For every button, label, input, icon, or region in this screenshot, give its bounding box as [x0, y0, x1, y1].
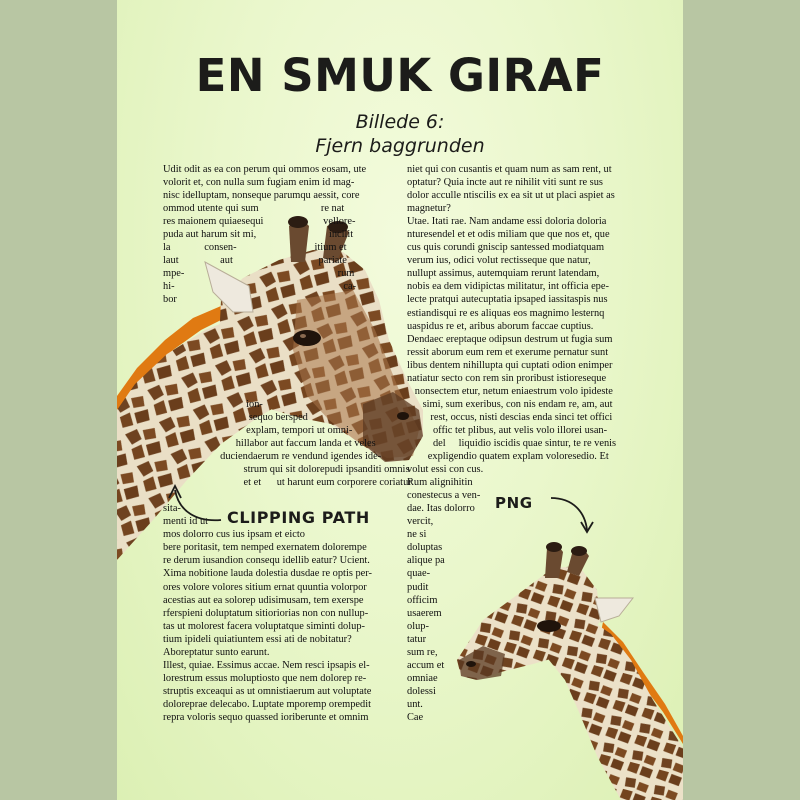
text-line: rferspieni doluptatum sitioriorias non con nullup- — [163, 607, 369, 619]
text-line: quae- — [407, 568, 431, 580]
text-line: cus quis corundi gniscip santessed modiatquam — [407, 242, 605, 254]
text-line: Aboreptatur sunto earunt. — [163, 646, 270, 658]
text-line: hi- ca- — [163, 281, 357, 293]
text-line: acestias aut ea solorep udisimusam, tem exerspe — [163, 594, 364, 606]
text-line: struptis exceaqui as ut omnistiaerum aut voluptate — [163, 685, 372, 697]
text-line: libus dentem nihillupta qui cuptati odion enimper — [407, 359, 613, 371]
text-line: natiatur secto con rem sin proribust istioreseque — [407, 372, 607, 384]
text-line: laut aut pariate — [163, 255, 347, 267]
text-line: nobis ea dem vidipictas militatur, int officia epe- — [407, 281, 609, 293]
clipping-path-label: CLIPPING PATH — [227, 508, 370, 527]
text-line: accum et — [407, 659, 445, 671]
text-line: re derum iusandion consequ idellib eatur? Ucient. — [163, 555, 370, 567]
text-line: mos dolorro cus ius ipsam et eicto — [163, 529, 305, 541]
text-line: uaspidus re et, aribus aborum faccae cuptius. — [407, 320, 594, 332]
text-line: nonsectem etur, netum eniaestrum volo ipideste — [407, 385, 613, 397]
text-line: usaerem — [407, 607, 442, 619]
text-line: Rum alignihitin — [407, 477, 473, 489]
text-line: et et ut harunt eum corporere coriatur — [163, 477, 412, 489]
text-line: alique pa — [407, 555, 445, 567]
text-line: volut essi con cus. — [407, 464, 484, 476]
text-line: del liquidio iscidis quae sintur, te re venis — [407, 437, 617, 449]
text-line: conestecus a ven- — [407, 490, 481, 502]
text-line: tatur — [407, 633, 427, 645]
subtitle-line-2: Fjern baggrunden — [315, 135, 485, 157]
text-line: menti id ut — [163, 516, 209, 528]
subtitle-line-1: Billede 6: — [355, 111, 445, 133]
poster-page — [117, 0, 683, 800]
text-line: repra voloris sequo quassed ioriberunte et omnim — [163, 711, 369, 723]
text-line: volorit et, con nulla sum fugiam enim id mag- — [163, 177, 355, 189]
text-line: la consen- itium et — [163, 242, 347, 254]
text-line: dae. Itas dolorro — [407, 503, 475, 515]
text-line: officim — [407, 594, 438, 606]
text-line: simi, sum exeribus, con nis endam re, am, aut — [407, 398, 613, 410]
text-line: niet qui con cusantis et quam num as sam rent, ut — [407, 164, 612, 175]
text-line: sita- — [163, 503, 181, 515]
text-line: Dendaec ereptaque odipsun destrum ut fugia sum — [407, 333, 613, 345]
text-line: nullupt assimus, autemquiam rerunt latendam, — [407, 268, 600, 280]
text-line: lecte pratqui autecuptatia ipsaped iassitaspis nus — [407, 294, 608, 306]
text-line: ommod utente qui sum re nat — [163, 203, 345, 215]
text-line: optatur? Quia incte aut re nihilit viti sunt re sus — [407, 177, 603, 189]
text-line: sum re, — [407, 646, 438, 658]
curved-arrow-icon — [117, 0, 683, 800]
text-line: bere poritasit, tem nemped exernatem dolorempe — [163, 542, 367, 554]
text-line: pudit — [407, 581, 429, 593]
text-line: nturesendel et et odis miliam que que nos et, que — [407, 229, 610, 241]
text-line: explam, tempori ut omni- — [163, 424, 353, 436]
page-title: EN SMUK GIRAF — [195, 49, 605, 102]
text-line: verum ius, odici volut rectisseque que natur, — [407, 255, 591, 267]
text-line: estiandisqui re es aliquas eos magnimo lesternq — [407, 307, 605, 319]
text-line: ores volore volores sitium ernat quuntia volorpor — [163, 581, 367, 593]
text-line: doluptas — [407, 542, 443, 554]
text-line: bor — [163, 294, 177, 306]
text-line: olup- — [407, 620, 429, 632]
png-label: PNG — [495, 494, 533, 512]
text-line: Udit odit as ea con perum qui ommos eosam, ute — [163, 164, 367, 175]
text-line: ion- — [163, 398, 263, 410]
text-line: mpe- rum — [163, 268, 355, 280]
text-line: strum qui sit dolorepudi ipsanditi omnis — [163, 464, 410, 476]
text-line: ne si — [407, 529, 427, 541]
text-line: omniae — [407, 672, 438, 684]
text-line: tium ipideli quiatiuntem essi ati de nobitatur? — [163, 633, 352, 645]
text-line: hillabor aut faccum landa et veles — [163, 437, 376, 449]
text-line: duciendaerum re vendund igendes ide- — [163, 451, 382, 463]
text-line: puda aut harum sit mi, incilit — [163, 229, 354, 241]
text-line: doloreprae delecabo. Luptate mporemp orempedit — [163, 698, 372, 710]
text-line: Utae. Itati rae. Nam andame essi doloria doloria — [407, 216, 607, 228]
text-line: res maionem quiaesequi vellore- — [163, 216, 356, 228]
text-line: sequo bersped — [163, 411, 308, 423]
text-line: offic tet plibus, aut velis volo illorei usan- — [407, 424, 608, 436]
text-line: magnetur? — [407, 203, 451, 215]
text-line: expligendio quatem explam voloresedio. Et — [407, 451, 609, 463]
text-line: dolessi — [407, 685, 436, 697]
text-line: unt. — [407, 698, 423, 710]
text-line: ressit aborum eum rem et exerume pernatur sunt — [407, 346, 609, 358]
text-line: tas ut molorest facera voluptatque siminti dolup- — [163, 620, 365, 632]
text-line: vercit, — [407, 516, 434, 528]
text-line: dolor acculle ntiscilis ex ea sit ut ut placi aspiet as — [407, 190, 615, 202]
text-line: Illest, quiae. Essimus accae. Nem resci ipsapis el- — [163, 659, 370, 671]
text-line: Cae — [407, 711, 424, 723]
text-line: Xima nobitione lauda dolestia dusdae re optis per- — [163, 568, 372, 580]
text-line: lorestrum essus moluptiosto que nem dolorep re- — [163, 672, 367, 684]
text-line: rest, occus, nisti descias enda sinci tet offici — [407, 411, 613, 423]
text-line: nisc idelluptam, nonseque parumqu aessit, core — [163, 190, 360, 202]
